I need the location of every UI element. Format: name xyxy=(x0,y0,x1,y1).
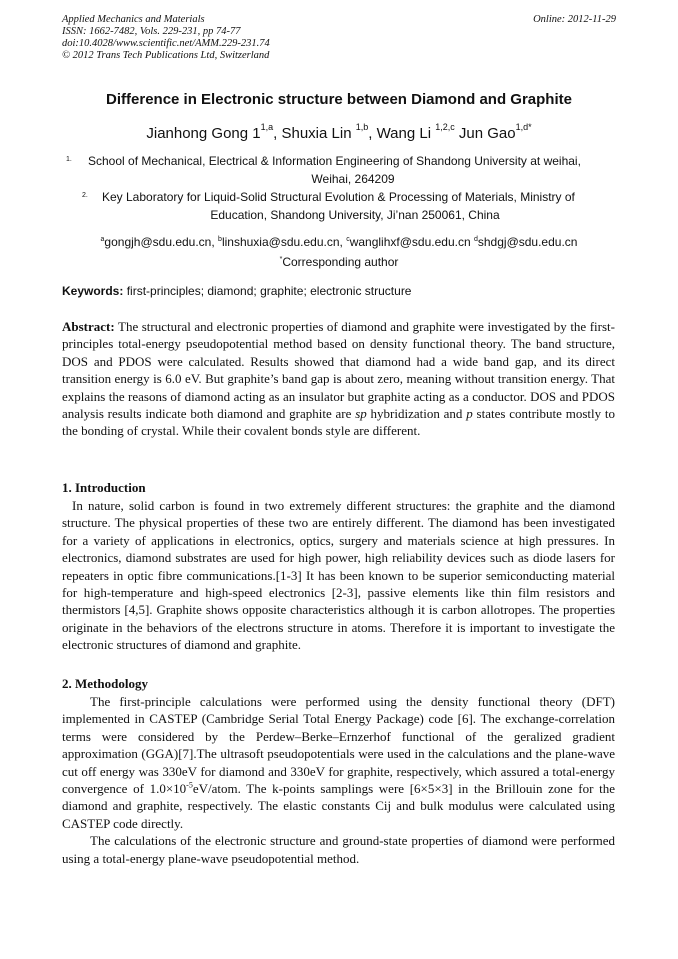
online-date: Online: 2012-11-29 xyxy=(533,14,616,25)
keywords-line xyxy=(62,284,411,298)
affiliation-line: Weihai, 264209 xyxy=(311,172,395,186)
introduction-text: In nature, solid carbon is found in two extremely different structures: the graphite and the diamond structure. The physical properties of these two are entirely different. The diamond has been investigated for a variety of applications in electronics, optics, surgery and materials science at high pressures. In electronics, diamond substrates are used for high power, high reliability devices such as diode lasers for repeaters in optic fibre communications.[1-3] It has been known to be superior semiconducting material for high-temperature and high-speed electronics [2-3], passive elements like thin film resistors and thermistors [4,5]. Graphite shows opposite characteristics although it is carbon allotropes. The properties originate in the behaviors of the electrons structure in atoms. Therefore it is important to investigate the electronic structures of diamond and graphite. xyxy=(62,498,615,653)
issn-line: ISSN: 1662-7482, Vols. 229-231, pp 74-77 xyxy=(62,26,241,37)
affiliation-line: Education, Shandong University, Ji’nan 250061, China xyxy=(210,208,500,222)
author-name: Jianhong Gong 1 xyxy=(146,125,261,142)
corresponding-author: *Corresponding author xyxy=(279,255,399,269)
email-list: $^a$gongjh@sdu.edu.cn, $^b$linshuxia@sdu.edu.cn, $^c$wanglihxf@sdu.edu.cn $^d$shdgj@sdu.edu.cn xyxy=(100,235,578,249)
email-address[interactable]: wanglihxf@sdu.edu.cn xyxy=(349,235,474,249)
email-address[interactable]: shdgj@sdu.edu.cn xyxy=(477,235,578,249)
email-block xyxy=(40,231,638,271)
abstract-label: Abstract: xyxy=(62,319,115,334)
author-affiliation-mark: 1,d* xyxy=(515,122,532,132)
affiliation-number: 2. xyxy=(82,192,88,199)
journal-name: Applied Mechanics and Materials xyxy=(62,14,205,25)
section-heading-introduction: 1. Introduction xyxy=(62,480,146,495)
affiliation-2 xyxy=(62,188,618,224)
author-list: Jianhong Gong 1$^{1,a}$, Shuxia Lin $^{1,b}$, Wang Li $^{1,2,c}$ Jun Gao$^{1,d*}$ xyxy=(146,122,532,142)
section-heading-methodology: 2. Methodology xyxy=(62,676,148,691)
abstract: Abstract: The structural and electronic properties of diamond and graphite were investigated by the first-principles total-energy pseudopotential method based on density functional theory. The band structure, DOS and PDOS were calculated. Results showed that diamond had a wide band gap, and its direct transition energy is 6.0 eV. But graphite’s band gap is about zero, meaning without transition energy. That explains the reasons of diamond acting as an insulator but graphite acting as a conductor. DOS and PDOS analysis results indicate both diamond and graphite are sp hybridization and p states contribute mostly to the bonding of crystal. While their covalent bonds style are different. xyxy=(62,319,616,439)
email-address[interactable]: linshuxia@sdu.edu.cn, xyxy=(221,235,347,249)
methodology-text: The first-principle calculations were performed using the density functional theory (DFT) implemented in CASTEP (Cambridge Serial Total Energy Package) code [6]. The exchange-correlation terms were considered by the Perdew–Berke–Ernzerhof functional of the geralized gradient approximation (GGA)[7].The ultrasoft pseudopotentials were used in the calculations and the plane-wave cut off energy was 330eV for diamond and 330eV for graphite, respectively, which assured a total-energy convergence of $1.0\times 10^{-5}eV$/atom. The k-points samplings were [6×5×3] in the Brillouin zone for the diamond and graphite, respectively. The elastic constants Cij and bulk modulus were calculated using CASTEP code directly. The calculations of the electronic structure and ground-state properties of diamond were performed using a total-energy plane-wave pseudopotential method. xyxy=(62,694,615,866)
keywords-text: first-principles; diamond; graphite; electronic structure xyxy=(123,284,412,298)
copyright-line: © 2012 Trans Tech Publications Ltd, Switzerland xyxy=(62,50,270,61)
affiliation-number: 1. xyxy=(66,156,72,163)
author-name: Shuxia Lin xyxy=(281,125,356,142)
author-affiliation-mark: 1,2,c xyxy=(435,122,455,132)
affiliation-1 xyxy=(62,152,618,188)
author-name: Wang Li xyxy=(376,125,436,142)
journal-header xyxy=(62,14,616,62)
author-name: Jun Gao xyxy=(458,125,516,142)
affiliation-line: School of Mechanical, Electrical & Information Engineering of Shandong University at weihai, xyxy=(88,154,581,168)
affiliation-line: Key Laboratory for Liquid-Solid Structural Evolution & Processing of Materials, Ministry of xyxy=(102,190,575,204)
keywords-label: Keywords: xyxy=(62,284,124,298)
paper-title: Difference in Electronic structure between Diamond and Graphite xyxy=(106,91,572,108)
doi-line[interactable]: doi:10.4028/www.scientific.net/AMM.229-231.74 xyxy=(62,38,270,49)
author-affiliation-mark: 1,a xyxy=(260,122,274,132)
email-address[interactable]: gongjh@sdu.edu.cn, xyxy=(104,235,219,249)
author-affiliation-mark: 1,b xyxy=(355,122,369,132)
